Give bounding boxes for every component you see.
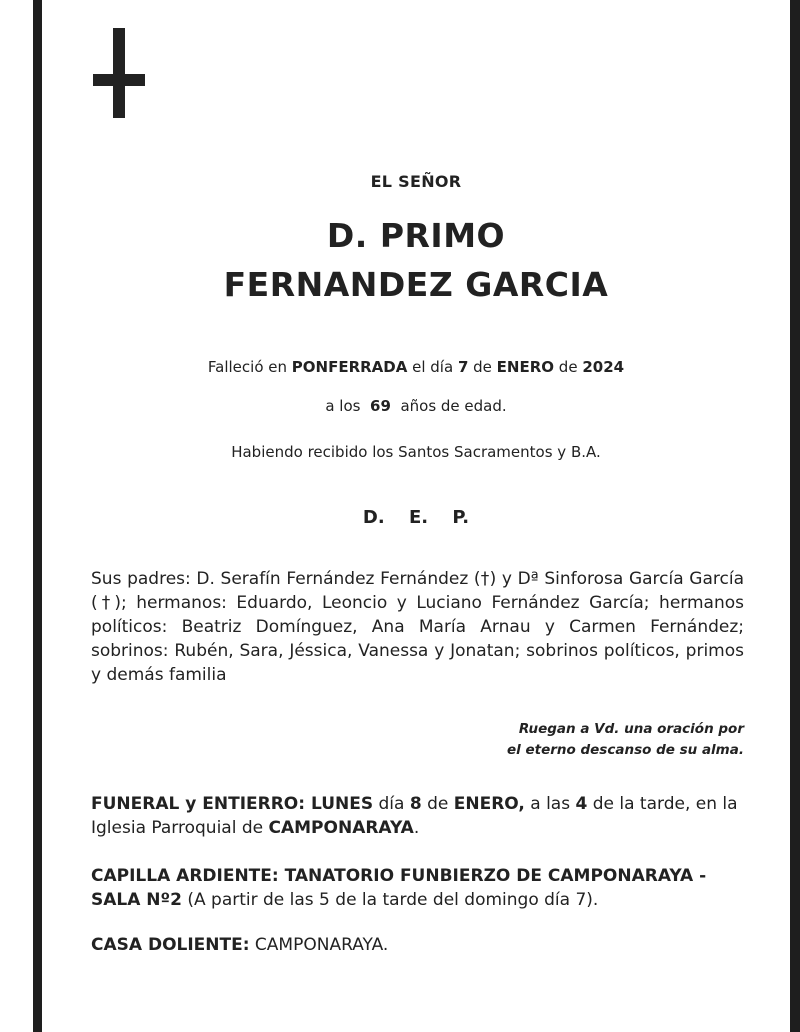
death-notice: Falleció en PONFERRADA el día 7 de ENERO de 2024 bbox=[207, 358, 625, 376]
left-border bbox=[33, 0, 42, 1032]
death-day: 7 bbox=[457, 358, 469, 376]
prayer-request: Ruegan a Vd. una oración por el eterno descanso de su alma. bbox=[507, 721, 744, 758]
honorific-title: EL SEÑOR bbox=[370, 172, 462, 191]
death-month: ENERO bbox=[496, 358, 555, 376]
latin-cross-icon bbox=[93, 28, 145, 118]
age-value: 69 bbox=[370, 397, 391, 415]
funeral-info: FUNERAL y ENTIERRO: LUNES día 8 de ENERO, a las 4 de la tarde, en la Iglesia Parroquial de CAMPONARAYA. bbox=[91, 794, 738, 838]
deceased-name-line2: FERNANDEZ GARCIA bbox=[223, 265, 609, 304]
sacraments-line: Habiendo recibido los Santos Sacramentos y B.A. bbox=[231, 443, 601, 461]
death-place: PONFERRADA bbox=[291, 358, 408, 376]
age-line: a los 69 años de edad. bbox=[325, 397, 507, 415]
chapel-info: CAPILLA ARDIENTE: TANATORIO FUNBIERZO DE CAMPONARAYA - SALA Nº2 (A partir de las 5 de la tarde del domingo día 7). bbox=[91, 866, 707, 910]
family-list: Sus padres: D. Serafín Fernández Fernández (†) y Dª Sinforosa García García (†); hermanos: Eduardo, Leoncio y Luciano Fernández García; hermanos políticos: Beatriz Domínguez, Ana María Arnau y Carmen Fernández; sobrinos: Rubén, Sara, Jéssica, Vanessa y Jonatan; sobrinos políticos, primos y demás familia bbox=[91, 569, 744, 685]
right-border bbox=[790, 0, 800, 1032]
death-year: 2024 bbox=[582, 358, 625, 376]
deceased-name-line1: D. PRIMO bbox=[326, 216, 506, 255]
mourning-house-info: CASA DOLIENTE: CAMPONARAYA. bbox=[91, 935, 389, 955]
dep-abbreviation: D. E. P. bbox=[362, 507, 470, 528]
